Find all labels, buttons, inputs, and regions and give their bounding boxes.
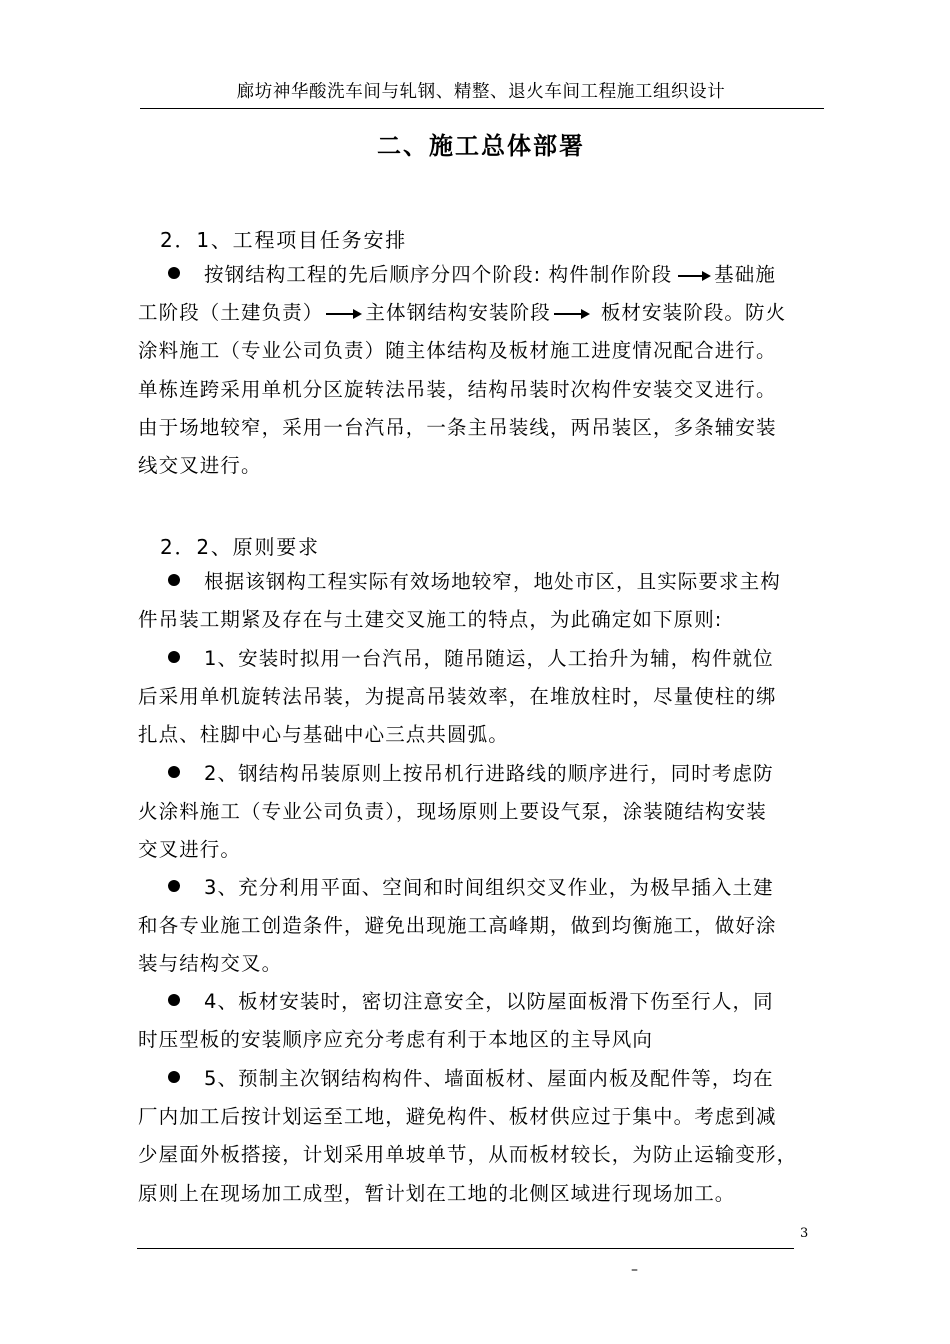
arrow-right-icon <box>325 307 363 321</box>
paragraph-line: 火涂料施工（专业公司负责），现场原则上要设气泵，涂装随结构安装 <box>138 800 767 824</box>
principle-item-3 <box>138 869 828 984</box>
footer-dash: – <box>631 1262 638 1278</box>
principle-item-2 <box>138 755 828 870</box>
footer-divider <box>137 1248 794 1249</box>
subsection-heading-2-2: 2．2、原则要求 <box>160 535 320 559</box>
paragraph-line: 4、板材安装时，密切注意安全，以防屋面板滑下伤至行人，同 <box>138 983 828 1021</box>
principle-item-4 <box>138 983 828 1059</box>
bullet-icon <box>168 994 180 1006</box>
paragraph-line: 件吊装工期紧及存在与土建交叉施工的特点，为此确定如下原则: <box>138 608 723 632</box>
paragraph-line: 和各专业施工创造条件，避免出现施工高峰期，做到均衡施工，做好涂 <box>138 914 777 938</box>
paragraph-line: 装与结构交叉。 <box>138 952 283 976</box>
header-title: 廊坊神华酸洗车间与轧钢、精整、退火车间工程施工组织设计 <box>236 82 726 102</box>
arrow-right-icon <box>674 269 712 283</box>
bullet-icon <box>168 574 180 586</box>
paragraph-line: 扎点、柱脚中心与基础中心三点共圆弧。 <box>138 723 509 747</box>
paragraph-line: 时压型板的安装顺序应充分考虑有利于本地区的主导风向 <box>138 1028 654 1052</box>
paragraph-line: 涂料施工（专业公司负责）随主体结构及板材施工进度情况配合进行。 <box>138 339 777 363</box>
principle-item-1 <box>138 640 828 755</box>
bullet-icon <box>168 651 180 663</box>
bullet-icon <box>168 1071 180 1083</box>
paragraph-line: 交叉进行。 <box>138 838 242 862</box>
paragraph-line: 厂内加工后按计划运至工地，避免构件、板材供应过于集中。考虑到减 <box>138 1105 777 1129</box>
bullet-icon <box>168 880 180 892</box>
principle-item-5 <box>138 1060 828 1213</box>
paragraph-line: 后采用单机旋转法吊装，为提高吊装效率，在堆放柱时，尽量使柱的绑 <box>138 685 777 709</box>
bullet-icon <box>168 267 180 279</box>
paragraph-line: 工阶段（土建负责） 主体钢结构安装阶段 板材安装阶段。防火 <box>138 301 787 325</box>
paragraph-line: 3、充分利用平面、空间和时间组织交叉作业，为极早插入土建 <box>138 869 828 907</box>
bullet-icon <box>168 766 180 778</box>
subsection-heading-2-1: 2．1、工程项目任务安排 <box>160 228 408 252</box>
paragraph-task-arrangement <box>138 256 828 485</box>
paragraph-line: 单栋连跨采用单机分区旋转法吊装，结构吊装时次构件安装交叉进行。 <box>138 377 777 401</box>
paragraph-line: 5、预制主次钢结构构件、墙面板材、屋面内板及配件等，均在 <box>138 1060 828 1098</box>
page-number: 3 <box>800 1226 809 1241</box>
paragraph-line: 1、安装时拟用一台汽吊，随吊随运，人工抬升为辅，构件就位 <box>138 640 828 678</box>
paragraph-line: 由于场地较窄，采用一台汽吊，一条主吊装线，两吊装区，多条辅安装 <box>138 415 777 439</box>
arrow-right-icon <box>553 307 591 321</box>
paragraph-line: 2、钢结构吊装原则上按吊机行进路线的顺序进行，同时考虑防 <box>138 755 828 793</box>
section-title: 二、施工总体部署 <box>377 132 585 160</box>
paragraph-principles-intro <box>138 563 828 639</box>
paragraph-line: 线交叉进行。 <box>138 453 262 477</box>
paragraph-line: 少屋面外板搭接，计划采用单坡单节，从而板材较长，为防止运输变形， <box>138 1143 798 1167</box>
header-divider <box>140 108 824 109</box>
paragraph-line: 根据该钢构工程实际有效场地较窄，地处市区，且实际要求主构 <box>138 563 828 601</box>
paragraph-line: 按钢结构工程的先后顺序分四个阶段: 构件制作阶段 基础施 <box>138 256 828 294</box>
paragraph-line: 原则上在现场加工成型，暂计划在工地的北侧区域进行现场加工。 <box>138 1181 736 1205</box>
